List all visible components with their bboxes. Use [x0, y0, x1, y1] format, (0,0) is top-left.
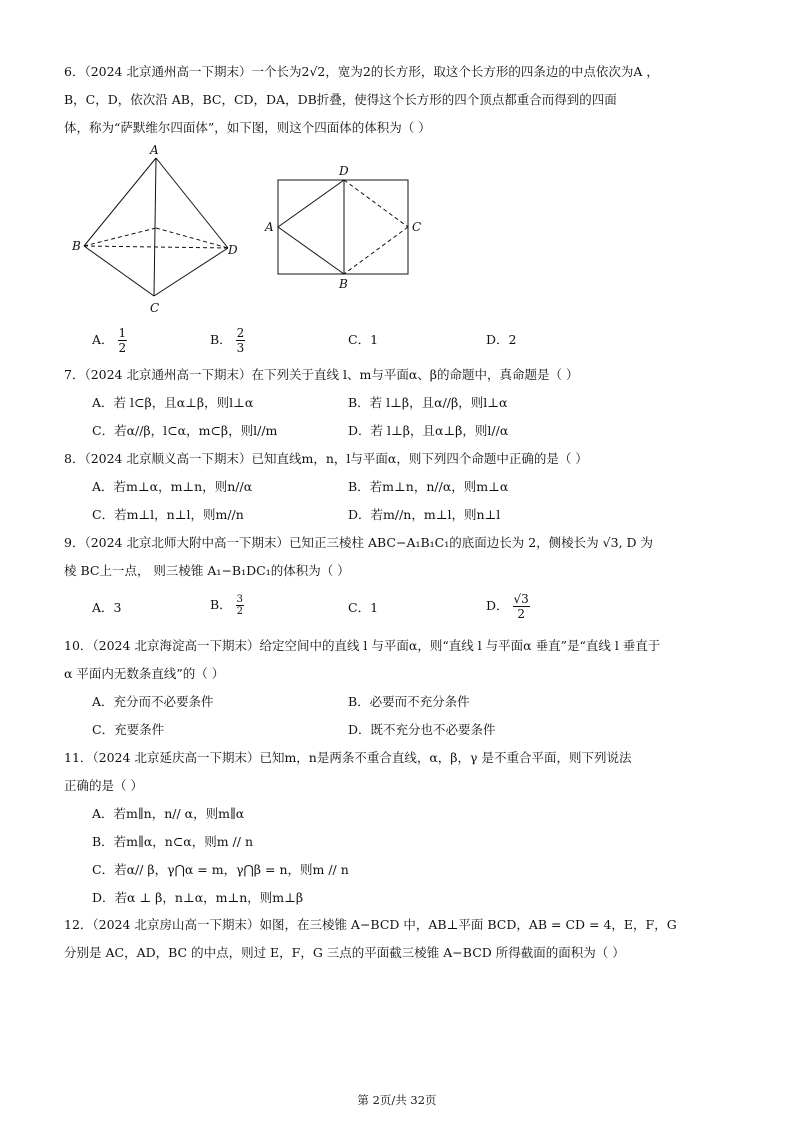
- q7-stem: 7．（2024 北京通州高一下期末）在下列关于直线 l、m与平面α、β的命题中，真命题是（ ）: [64, 367, 579, 382]
- fig2-label-c: C: [412, 220, 422, 234]
- fig1-label-c: C: [150, 301, 160, 315]
- q11-option-a: A．若m∥n，n// α，则m∥α: [92, 806, 245, 821]
- q6-option-c: C．1: [348, 332, 379, 347]
- q12-stem-line2: 分别是 AC，AD，BC 的中点，则过 E，F，G 三点的平面截三棱锥 A−BCD 所得截面的面积为（ ）: [64, 945, 625, 960]
- q6-option-b: B． $\frac{2}{3}$: [210, 326, 245, 355]
- q6-option-d: D．2: [486, 332, 517, 347]
- q11-stem-line2: 正确的是（ ）: [64, 778, 143, 793]
- q9-option-d: D． $\frac{√3}{2}$: [486, 592, 529, 621]
- q6-stem-line1: 6．（2024 北京通州高一下期末）一个长为2√2，宽为2的长方形，取这个长方形的四条边的中点依次为A ，: [64, 64, 659, 79]
- q6-rectangle-figure: [262, 160, 432, 292]
- q10-stem: 10．（2024 北京海淀高一下期末）给定空间中的直线 l 与平面α，则“直线 l 与平面α 垂直”是“直线 l 垂直于: [64, 638, 661, 653]
- q7-option-a: A．若 l⊂β，且α⊥β，则l⊥α: [92, 395, 254, 410]
- q10-option-b: B．必要而不充分条件: [348, 694, 470, 709]
- q6-stem-line2: B，C，D，依次沿 AB，BC，CD，DA，DB折叠，使得这个长方形的四个顶点都重合而得到的四面: [64, 92, 617, 107]
- q10-stem-line2: α 平面内无数条直线”的（ ）: [64, 666, 225, 681]
- q11-option-b: B．若m∥α，n⊂α，则m // n: [92, 834, 253, 849]
- q7-option-c: C．若α//β，l⊂α，m⊂β，则l//m: [92, 423, 278, 438]
- q10-option-d: D．既不充分也不必要条件: [348, 722, 496, 737]
- q9-stem: 9．（2024 北京北师大附中高一下期末）已知正三棱柱 ABC−A₁B₁C₁的底面边长为 2，侧棱长为 √3, D 为: [64, 535, 654, 550]
- q8-option-a: A．若m⊥α，m⊥n，则n//α: [92, 479, 253, 494]
- q7-option-d: D．若 l⊥β，且α⊥β，则l//α: [348, 423, 509, 438]
- q11-option-c: C．若α// β，γ⋂α = m，γ⋂β = n，则m // n: [92, 862, 349, 877]
- q12-stem: 12．（2024 北京房山高一下期末）如图，在三棱锥 A−BCD 中，AB⊥平面 BCD，AB = CD = 4，E，F，G: [64, 917, 677, 932]
- fig1-label-d: D: [228, 243, 238, 257]
- q9-option-a: A．3: [92, 600, 122, 615]
- fig1-label-a: A: [150, 143, 159, 157]
- q11-stem: 11．（2024 北京延庆高一下期末）已知m，n是两条不重合直线，α，β，γ 是不重合平面，则下列说法: [64, 750, 632, 765]
- fig2-label-a: A: [265, 220, 274, 234]
- q8-stem: 8．（2024 北京顺义高一下期末）已知直线m，n，l与平面α，则下列四个命题中正确的是（ ）: [64, 451, 588, 466]
- q6-tetrahedron-figure: [68, 140, 248, 320]
- q8-option-b: B．若m⊥n，n//α，则m⊥α: [348, 479, 509, 494]
- q6-option-a: A． $\frac{1}{2}$: [92, 326, 127, 355]
- q6-stem-line3: 体，称为“萨默维尔四面体”，如下图，则这个四面体的体积为（ ）: [64, 120, 431, 135]
- q8-option-c: C．若m⊥l，n⊥l，则m//n: [92, 507, 244, 522]
- fig1-label-b: B: [72, 239, 81, 253]
- q9-option-b: B． $\frac{3}{2}$: [210, 594, 244, 617]
- q9-stem-line2: 棱 BC上一点， 则三棱锥 A₁−B₁DC₁的体积为（ ）: [64, 563, 350, 578]
- q10-option-a: A．充分而不必要条件: [92, 694, 214, 709]
- fig2-label-b: B: [339, 277, 348, 291]
- q10-option-c: C．充要条件: [92, 722, 165, 737]
- page-number-footer: 第 2页/共 32页: [357, 1093, 437, 1107]
- q11-option-d: D．若α ⊥ β，n⊥α，m⊥n，则m⊥β: [92, 890, 304, 905]
- q9-option-c: C．1: [348, 600, 379, 615]
- q8-option-d: D．若m//n，m⊥l，则n⊥l: [348, 507, 501, 522]
- q7-option-b: B．若 l⊥β，且α//β，则l⊥α: [348, 395, 508, 410]
- fig2-label-d: D: [339, 164, 349, 178]
